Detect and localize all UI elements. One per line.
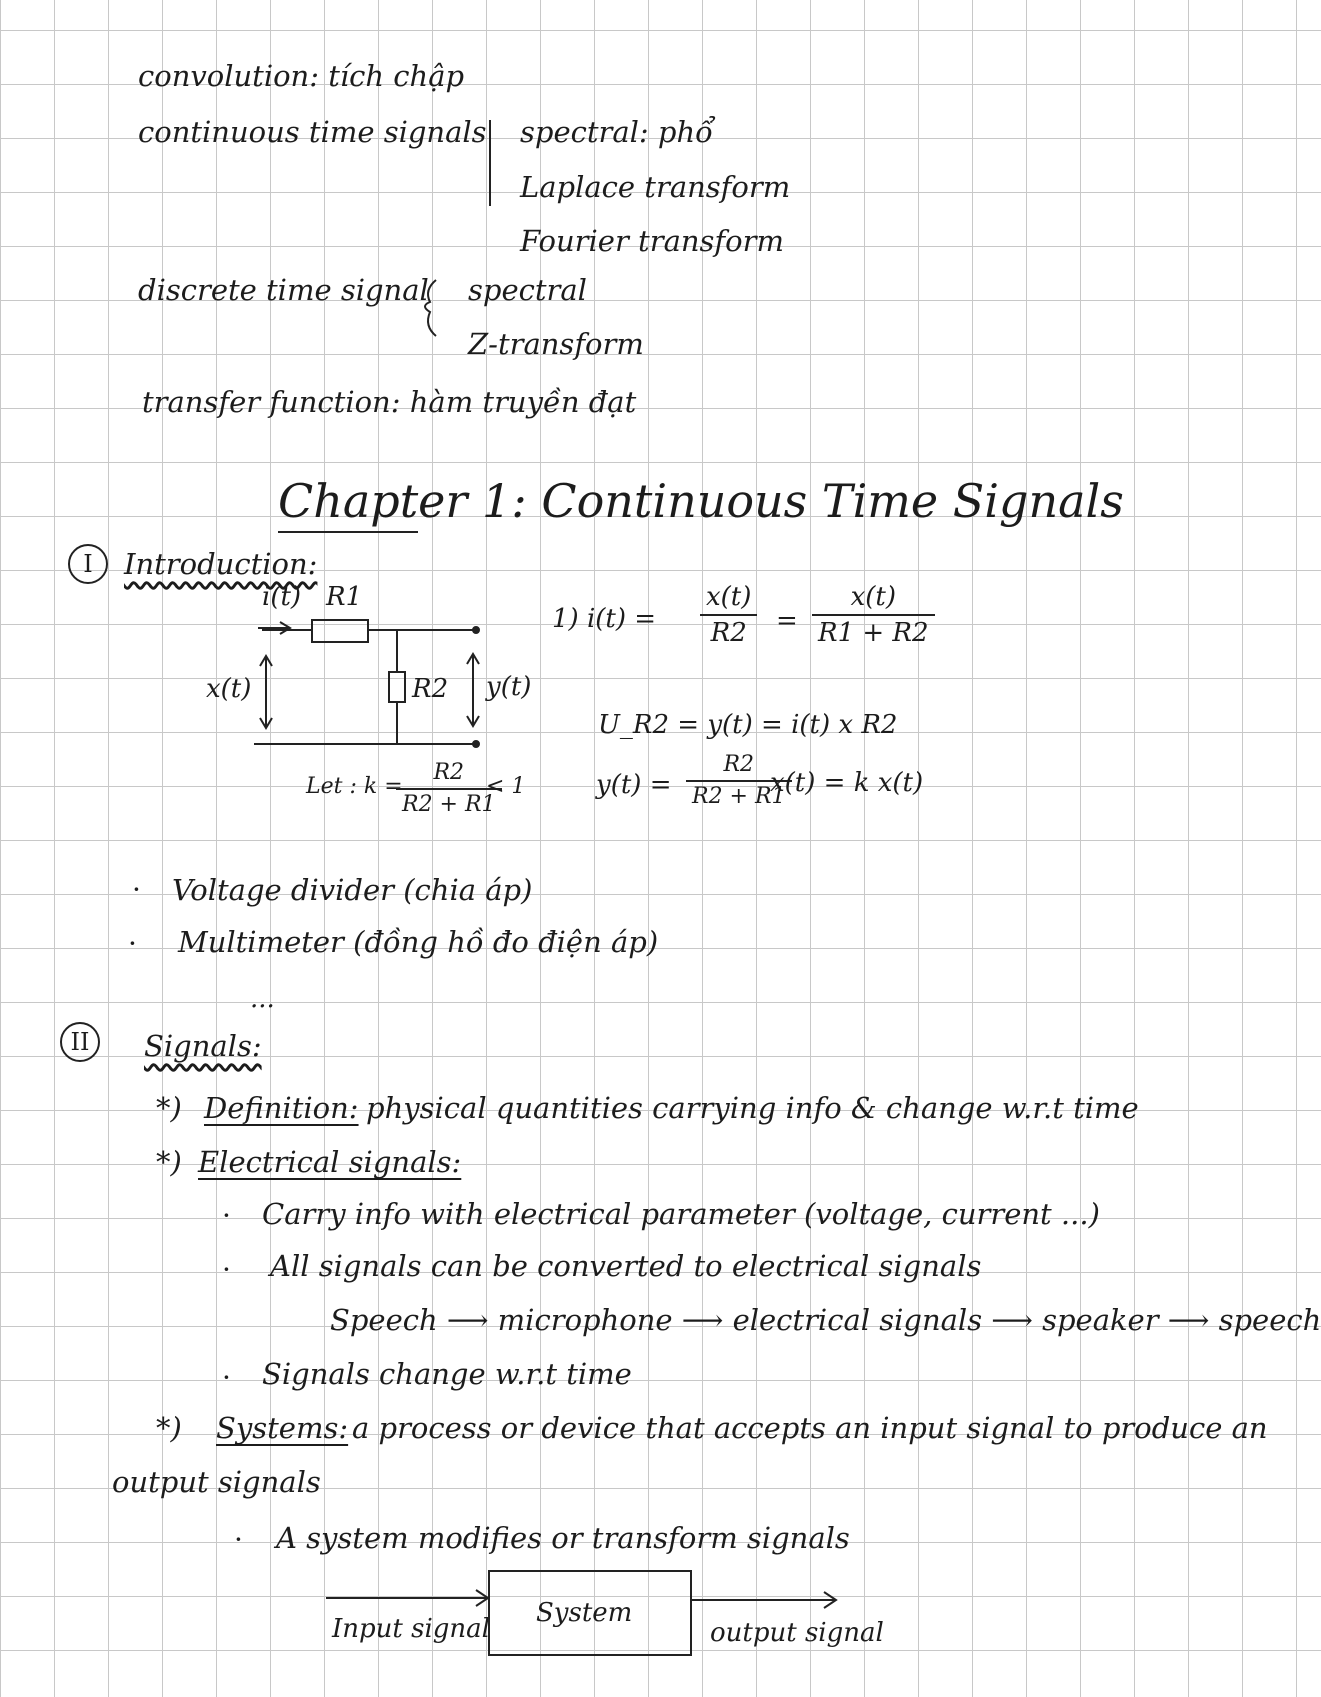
- bullet-dot: ·: [222, 1199, 231, 1232]
- speech-chain: Speech ⟶ microphone ⟶ electrical signals ⟶ speaker ⟶ speech: [330, 1303, 1321, 1337]
- equation-3-suffix: x(t) = k x(t): [770, 768, 924, 798]
- continuous-item: Laplace transform: [520, 170, 791, 204]
- section-heading-signals: Signals:: [144, 1029, 262, 1063]
- signals-change-bullet: Signals change w.r.t time: [262, 1357, 632, 1391]
- section-number-badge: I: [68, 544, 108, 584]
- definition-text: physical quantities carrying info & change w.r.t time: [366, 1091, 1139, 1125]
- equation-1-fraction-b: [812, 584, 935, 646]
- discrete-item: Z-transform: [468, 327, 644, 361]
- bullet-dot: ·: [222, 1253, 231, 1286]
- equation-3-den: R2 + R1: [686, 780, 792, 808]
- resistor-r1: [312, 620, 368, 642]
- circuit-current-label: i(t): [262, 582, 302, 612]
- equation-2: U_R2 = y(t) = i(t) x R2: [598, 710, 898, 740]
- bullet-dot: ·: [132, 873, 141, 906]
- let-k-numerator: R2: [433, 760, 465, 785]
- equation-1-fraction-b-num: x(t): [850, 582, 896, 612]
- continuous-item: Fourier transform: [520, 224, 784, 258]
- electrical-marker: *): [156, 1145, 182, 1179]
- discrete-item: spectral: [468, 273, 587, 307]
- equation-1-equals: =: [776, 606, 798, 636]
- equation-1-fraction-a-num: x(t): [706, 582, 752, 612]
- system-bullet: A system modifies or transform signals: [276, 1521, 850, 1555]
- circuit-r1-label: R1: [326, 582, 363, 612]
- bullet-voltage-divider: Voltage divider (chia áp): [172, 873, 533, 907]
- equation-3-num: R2: [723, 752, 755, 777]
- diagram-output-label: output signal: [710, 1618, 884, 1648]
- bullet-multimeter: Multimeter (đồng hồ đo điện áp): [178, 925, 659, 959]
- note-transfer-function: transfer function: hàm truyền đạt: [142, 385, 637, 419]
- note-continuous-label: continuous time signals: [138, 115, 487, 149]
- let-k-suffix: < 1: [486, 774, 526, 799]
- equation-1-fraction-a: [700, 584, 757, 646]
- let-k-prefix: Let : k =: [306, 774, 403, 799]
- continuous-item: spectral: phổ: [520, 115, 713, 149]
- note-discrete-label: discrete time signal: [138, 273, 429, 307]
- electrical-bullet: Carry info with electrical parameter (voltage, current ...): [262, 1197, 1100, 1231]
- definition-marker: *): [156, 1091, 182, 1125]
- diagram-input-label: Input signal: [332, 1614, 490, 1644]
- note-convolution: convolution: tích chập: [138, 59, 465, 93]
- systems-marker: *): [156, 1411, 182, 1445]
- systems-text: a process or device that accepts an input signal to produce an: [352, 1411, 1268, 1445]
- resistor-r2: [389, 672, 405, 702]
- bullet-dot: ·: [128, 927, 137, 960]
- system-box-label: System: [536, 1598, 633, 1628]
- electrical-bullet: All signals can be converted to electrical signals: [270, 1249, 982, 1283]
- let-k-denominator: R2 + R1: [396, 788, 502, 816]
- definition-label: Definition:: [204, 1091, 359, 1125]
- equation-1-prefix: 1) i(t) =: [552, 604, 657, 634]
- systems-label: Systems:: [216, 1411, 349, 1445]
- chapter-title: Chapter 1: Continuous Time Signals: [278, 474, 1124, 528]
- equation-1-fraction-a-den: R2: [700, 614, 757, 646]
- equation-3-prefix: y(t) =: [596, 770, 672, 800]
- circuit-r2-label: R2: [412, 674, 449, 704]
- circuit-output-label: y(t): [486, 672, 532, 702]
- ellipsis: ...: [250, 984, 275, 1014]
- systems-text-continued: output signals: [112, 1465, 321, 1499]
- bullet-dot: ·: [234, 1523, 243, 1556]
- equation-1-fraction-b-den: R1 + R2: [812, 614, 935, 646]
- bullet-dot: ·: [222, 1361, 231, 1394]
- electrical-label: Electrical signals:: [198, 1145, 462, 1179]
- section-heading-introduction: Introduction:: [124, 547, 318, 581]
- circuit-input-label: x(t): [206, 674, 252, 704]
- section-number-badge: II: [60, 1022, 100, 1062]
